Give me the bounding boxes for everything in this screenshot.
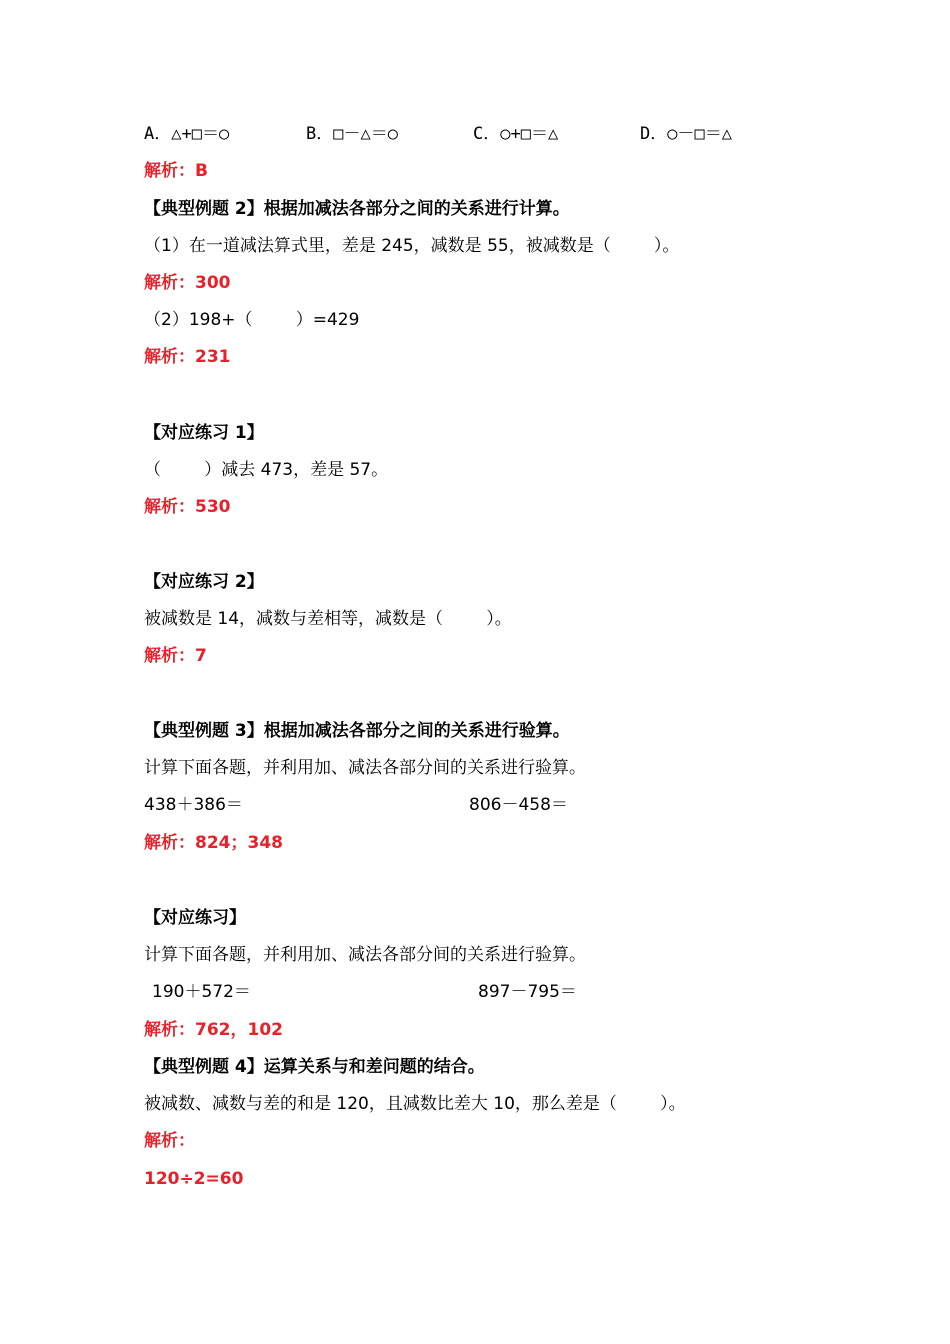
practice-1-question: （ ）减去 473，差是 57。 xyxy=(144,460,389,480)
example-3-answer: 解析：824；348 xyxy=(144,833,283,853)
example-3-equation-2: 806－458＝ xyxy=(469,795,568,815)
practice-2-question: 被减数是 14，减数与差相等，减数是（ ）。 xyxy=(144,609,512,629)
example-3-title: 【典型例题 3】根据加减法各部分之间的关系进行验算。 xyxy=(144,721,570,741)
practice-3-equation-2: 897－795＝ xyxy=(478,982,577,1002)
example-2-question-2: （2）198+（ ）=429 xyxy=(144,310,360,330)
option-d: D．○－□＝△ xyxy=(640,124,732,144)
option-b: B．□－△＝○ xyxy=(306,124,398,144)
answer-1: 解析：B xyxy=(144,161,208,181)
example-4-question: 被减数、减数与差的和是 120，且减数比差大 10，那么差是（ ）。 xyxy=(144,1094,686,1114)
practice-1-title: 【对应练习 1】 xyxy=(144,423,264,443)
practice-2-answer: 解析：7 xyxy=(144,646,207,666)
example-3-question: 计算下面各题，并利用加、减法各部分间的关系进行验算。 xyxy=(144,758,586,778)
example-4-answer-label: 解析： xyxy=(144,1131,195,1151)
practice-3-title: 【对应练习】 xyxy=(144,908,246,928)
practice-3-answer: 解析：762，102 xyxy=(144,1020,283,1040)
example-3-equation-1: 438＋386＝ xyxy=(144,795,243,815)
example-2-title: 【典型例题 2】根据加减法各部分之间的关系进行计算。 xyxy=(144,199,570,219)
example-2-question-1: （1）在一道减法算式里，差是 245，减数是 55，被减数是（ ）。 xyxy=(144,236,680,256)
example-4-title: 【典型例题 4】运算关系与和差问题的结合。 xyxy=(144,1057,485,1077)
example-2-answer-2: 解析：231 xyxy=(144,347,231,367)
option-c: C．○+□＝△ xyxy=(473,124,559,144)
practice-2-title: 【对应练习 2】 xyxy=(144,572,264,592)
practice-3-question: 计算下面各题，并利用加、减法各部分间的关系进行验算。 xyxy=(144,945,586,965)
practice-1-answer: 解析：530 xyxy=(144,497,231,517)
example-4-answer-step-1: 120÷2=60 xyxy=(144,1169,244,1189)
practice-3-equation-1: 190＋572＝ xyxy=(152,982,251,1002)
example-2-answer-1: 解析：300 xyxy=(144,273,231,293)
option-a: A．△+□＝○ xyxy=(144,124,230,144)
